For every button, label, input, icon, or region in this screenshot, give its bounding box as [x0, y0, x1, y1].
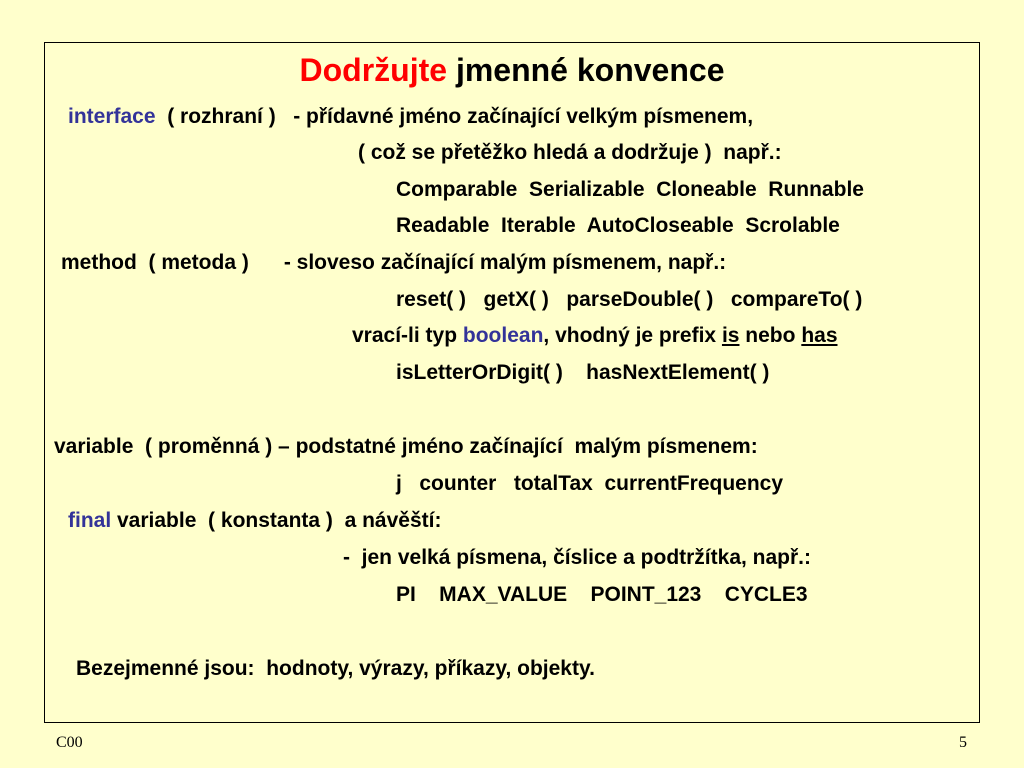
line-variable-examples: j counter totalTax currentFrequency	[396, 472, 784, 495]
prefix-has: has	[801, 324, 838, 347]
keyword-boolean: boolean	[462, 324, 544, 347]
footer-label: C00	[56, 734, 83, 751]
line-constant-rule: - jen velká písmena, číslice a podtržítka, např.:	[343, 546, 811, 569]
keyword-interface: interface	[68, 105, 156, 128]
line-interface-note: ( což se přetěžko hledá a dodržuje ) např.:	[358, 141, 782, 164]
line-boolean-prefix: vrací-li typ boolean, vhodný je prefix is nebo has	[352, 324, 838, 347]
line-interface-examples-1: Comparable Serializable Cloneable Runnable	[396, 178, 864, 201]
line-anonymous: Bezejmenné jsou: hodnoty, výrazy, příkazy, objekty.	[76, 657, 595, 680]
line-interface-examples-2: Readable Iterable AutoCloseable Scrolable	[396, 214, 840, 237]
slide-title	[0, 50, 1024, 90]
title-highlight: Dodržujte	[299, 52, 448, 88]
line-interface: interface ( rozhraní ) - přídavné jméno začínající velkým písmenem,	[68, 105, 754, 128]
line-constant-examples: PI MAX_VALUE POINT_123 CYCLE3	[396, 583, 808, 606]
line-final: final variable ( konstanta ) a návěští:	[68, 509, 442, 532]
line-boolean-examples: isLetterOrDigit( ) hasNextElement( )	[396, 361, 770, 384]
keyword-final: final	[68, 509, 112, 532]
prefix-is: is	[721, 324, 740, 347]
line-variable: variable ( proměnná ) – podstatné jméno začínající malým písmenem:	[54, 435, 758, 458]
page-number: 5	[959, 734, 967, 751]
line-method: method ( metoda ) - sloveso začínající malým písmenem, např.:	[61, 251, 727, 274]
line-method-examples: reset( ) getX( ) parseDouble( ) compareTo( )	[396, 288, 863, 311]
title-rest: jmenné konvence	[447, 52, 725, 88]
